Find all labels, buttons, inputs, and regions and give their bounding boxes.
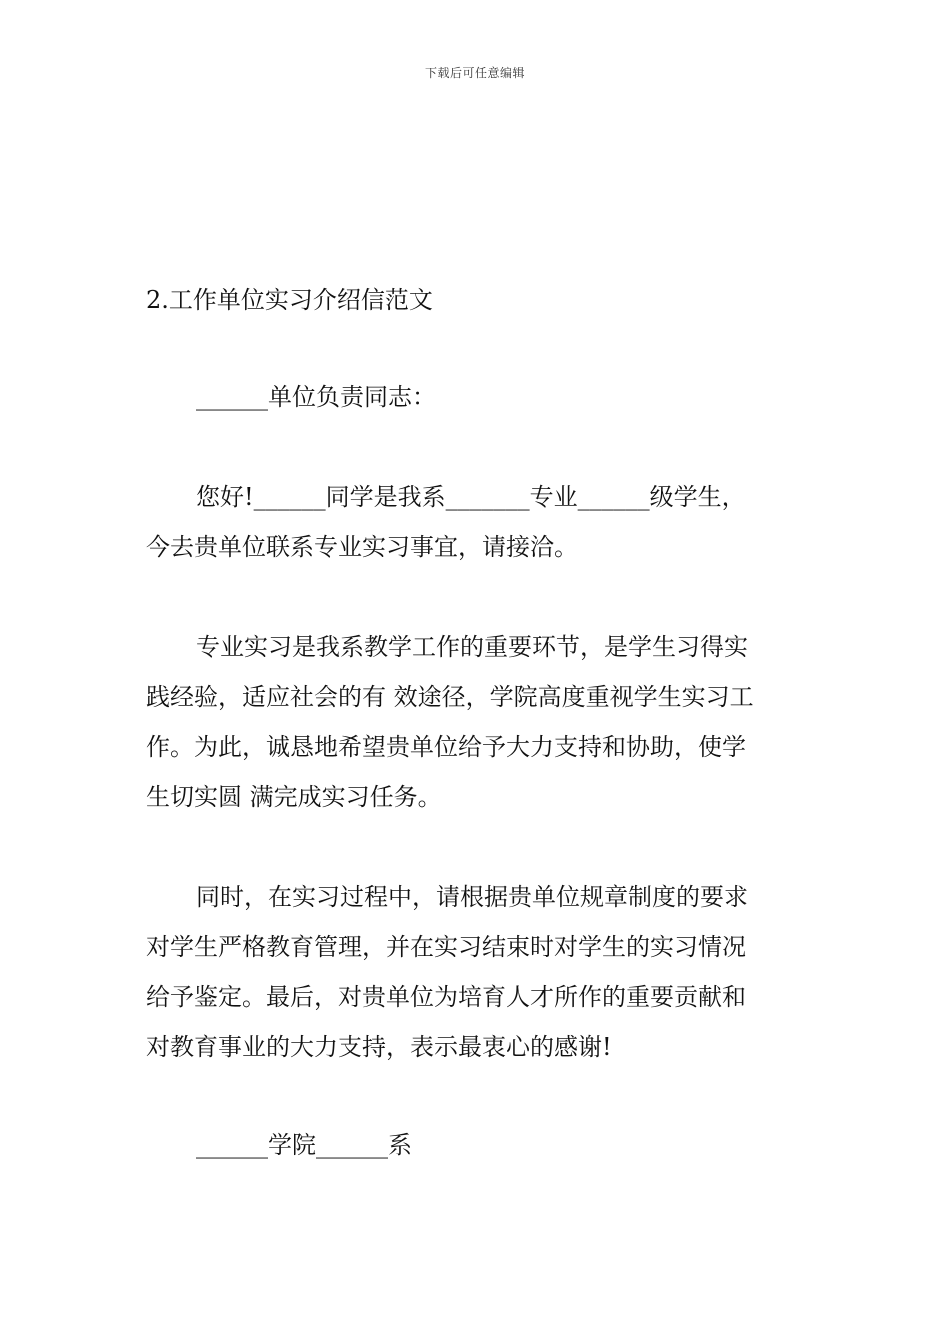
paragraph-line: 对教育事业的大力支持，表示最衷心的感谢!	[146, 1033, 612, 1061]
paragraph-line: 作。为此，诚恳地希望贵单位给予大力支持和协助，使学	[146, 733, 746, 761]
paragraph-line: 生切实圆 满完成实习任务。	[146, 783, 442, 811]
paragraph-thanks	[146, 872, 816, 1072]
header-note: 下载后可任意编辑	[424, 66, 525, 80]
paragraph-greeting	[146, 472, 816, 572]
paragraph-line: 对学生严格教育管理，并在实习结束时对学生的实习情况	[146, 933, 746, 961]
paragraph-line: 践经验，适应社会的有 效途径，学院高度重视学生实习工	[146, 683, 754, 711]
paragraph-importance	[146, 622, 816, 822]
document-heading: 2.工作单位实习介绍信范文	[146, 286, 433, 314]
paragraph-line: 您好!______同学是我系_______专业______级学生，	[196, 483, 746, 511]
paragraph-line: 同时，在实习过程中，请根据贵单位规章制度的要求	[196, 883, 748, 911]
salutation: ______单位负责同志：	[196, 383, 436, 411]
paragraph-line: 专业实习是我系教学工作的重要环节，是学生习得实	[196, 633, 748, 661]
signature-line: ______学院______系	[196, 1131, 412, 1159]
paragraph-line: 给予鉴定。最后，对贵单位为培育人才所作的重要贡献和	[146, 983, 746, 1011]
paragraph-line: 今去贵单位联系专业实习事宜，请接洽。	[146, 533, 578, 561]
